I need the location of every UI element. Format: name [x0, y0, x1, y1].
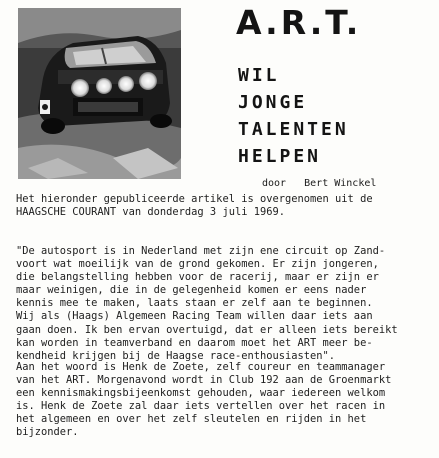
- text-line: bijzonder.: [16, 426, 79, 439]
- headline-line: TALENTEN: [238, 119, 349, 140]
- text-line: HAAGSCHE COURANT van donderdag 3 juli 1969.: [16, 206, 285, 219]
- headline-line: WIL: [238, 65, 280, 86]
- text-line: van het ART. Morgenavond wordt in Club 192 aan de Groenmarkt: [16, 374, 392, 387]
- text-line: Wij als (Haags) Algemeen Racing Team willen daar iets aan: [16, 310, 373, 323]
- headline: [238, 62, 349, 170]
- quote-paragraph: [16, 245, 398, 363]
- text-line: kendheid krijgen bij de Haagse race-enthousiasten".: [16, 349, 336, 362]
- text-line: gaan doen. Ik ben ervan overtuigd, dat er alleen iets bereikt: [16, 323, 398, 336]
- text-line: is. Henk de Zoete zal daar iets vertellen over het racen in: [16, 400, 386, 413]
- body-paragraph: [16, 361, 391, 440]
- byline: door Bert Winckel: [262, 178, 377, 189]
- text-line: Het hieronder gepubliceerde artikel is overgenomen uit de: [16, 193, 373, 205]
- headline-line: JONGE: [238, 92, 308, 113]
- headline-line: HELPEN: [238, 146, 322, 167]
- text-line: die belangstelling hebben voor de racerij, maar er zijn er: [16, 271, 379, 284]
- text-line: kennis mee te maken, laats staan er zelf aan te beginnen.: [16, 297, 373, 310]
- intro-paragraph: [16, 193, 373, 219]
- rally-car-photo: [18, 8, 181, 179]
- page-title: A.R.T.: [236, 3, 362, 42]
- text-line: voort wat moeilijk van de grond gekomen. Er zijn jongeren,: [16, 258, 379, 271]
- text-line: maar weinigen, die in de gelegenheid komen er eens nader: [16, 284, 367, 297]
- text-line: een kennismakingsbijeenkomst gehouden, waar iedereen welkom: [16, 387, 386, 400]
- text-line: het algemeen en over het zelf sleutelen en rijden in het: [16, 413, 367, 426]
- text-line: kan worden in teamverband en daarom moet het ART meer be-: [16, 336, 373, 349]
- text-line: Aan het woord is Henk de Zoete, zelf coureur en teammanager: [16, 361, 386, 373]
- text-line: "De autosport is in Nederland met zijn ene circuit op Zand-: [16, 245, 386, 257]
